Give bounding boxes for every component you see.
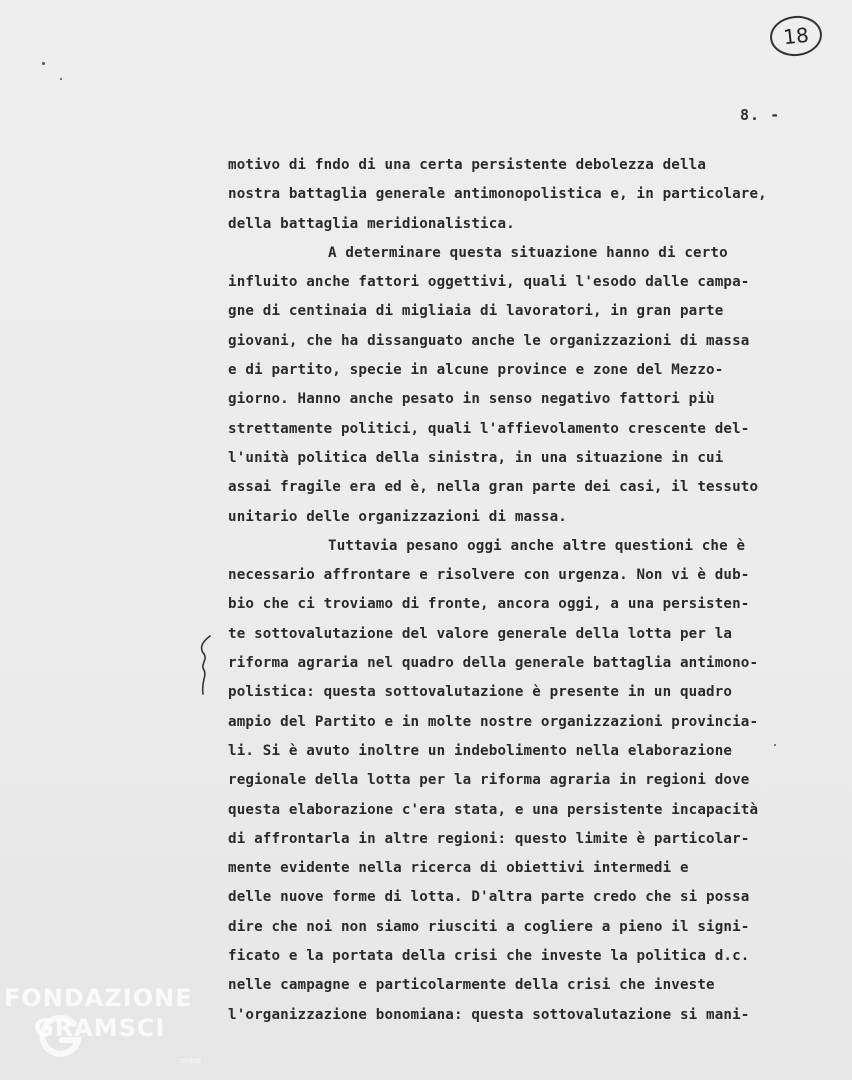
text-line: Tuttavia pesano oggi anche altre questioni che è [328, 537, 746, 554]
text-line: te sottovalutazione del valore generale della lotta per la [228, 625, 733, 642]
text-line: polistica: questa sottovalutazione è presente in un quadro [228, 684, 733, 701]
typed-page-number: 8. - [740, 106, 781, 124]
text-line: regionale della lotta per la riforma agraria in regioni dove [228, 772, 750, 789]
text-line: e di partito, specie in alcune province e zone del Mezzo- [228, 362, 724, 379]
logo-text-line2: GRAMSCI [34, 1014, 166, 1042]
text-line: ampio del Partito e in molte nostre organizzazioni provincia- [228, 713, 759, 730]
text-line: mente evidente nella ricerca di obiettivi intermedi e [228, 860, 689, 877]
text-line: nostra battaglia generale antimonopolistica e, in particolare, [228, 186, 767, 203]
text-line: necessario affrontare e risolvere con urgenza. Non vi è dub- [228, 567, 750, 584]
text-line: strettamente politici, quali l'affievolamento crescente del- [228, 420, 750, 437]
text-line: motivo di fndo di una certa persistente debolezza della [228, 157, 707, 173]
text-line: nelle campagne e particolarmente della crisi che investe [228, 977, 715, 994]
text-line: ficato e la portata della crisi che investe la politica d.c. [228, 948, 750, 965]
text-line: bio che ci troviamo di fronte, ancora oggi, a una persisten- [228, 596, 750, 613]
text-line: riforma agraria nel quadro della generale battaglia antimono- [228, 655, 759, 672]
faint-stamp-watermark [275, 20, 425, 90]
paper-speck [42, 62, 45, 65]
text-line: gne di centinaia di migliaia di lavoratori, in gran parte [228, 303, 724, 320]
text-line: questa elaborazione c'era stata, e una persistente incapacità [228, 801, 759, 818]
text-line: li. Si è avuto inoltre un indebolimento nella elaborazione [228, 742, 733, 759]
text-line: dire che noi non siamo riusciti a cogliere a pieno il signi- [228, 918, 750, 935]
handwritten-margin-mark-icon [196, 634, 216, 696]
text-line: unitario delle organizzazioni di massa. [228, 508, 567, 525]
handwritten-sheet-number [768, 13, 824, 58]
text-line: delle nuove forme di lotta. D'altra parte credo che si possa [228, 889, 750, 906]
text-line: giorno. Hanno anche pesato in senso negativo fattori più [228, 391, 715, 408]
text-line: l'unità politica della sinistra, in una situazione in cui [228, 449, 724, 466]
text-line: giovani, che ha dissanguato anche le organizzazioni di massa [228, 332, 750, 349]
text-line: influito anche fattori oggettivi, quali l'esodo dalle campa- [228, 274, 750, 291]
fondazione-gramsci-logo [4, 984, 214, 1074]
sheet-number-text: 18 [782, 22, 810, 50]
logo-suffix-text: onlus [180, 1056, 202, 1065]
text-line: A determinare questa situazione hanno di certo [328, 244, 728, 261]
text-line: assai fragile era ed è, nella gran parte dei casi, il tessuto [228, 479, 759, 496]
paper-speck [60, 78, 62, 80]
text-line: della battaglia meridionalistica. [228, 215, 515, 232]
typed-body-text [228, 151, 850, 1030]
text-line: l'organizzazione bonomiana: questa sottovalutazione si mani- [228, 1006, 750, 1023]
logo-text-line1: FONDAZIONE [4, 984, 193, 1012]
gramsci-g-logo-icon [34, 1010, 86, 1062]
text-line: di affrontarla in altre regioni: questo limite è particolar- [228, 830, 750, 847]
